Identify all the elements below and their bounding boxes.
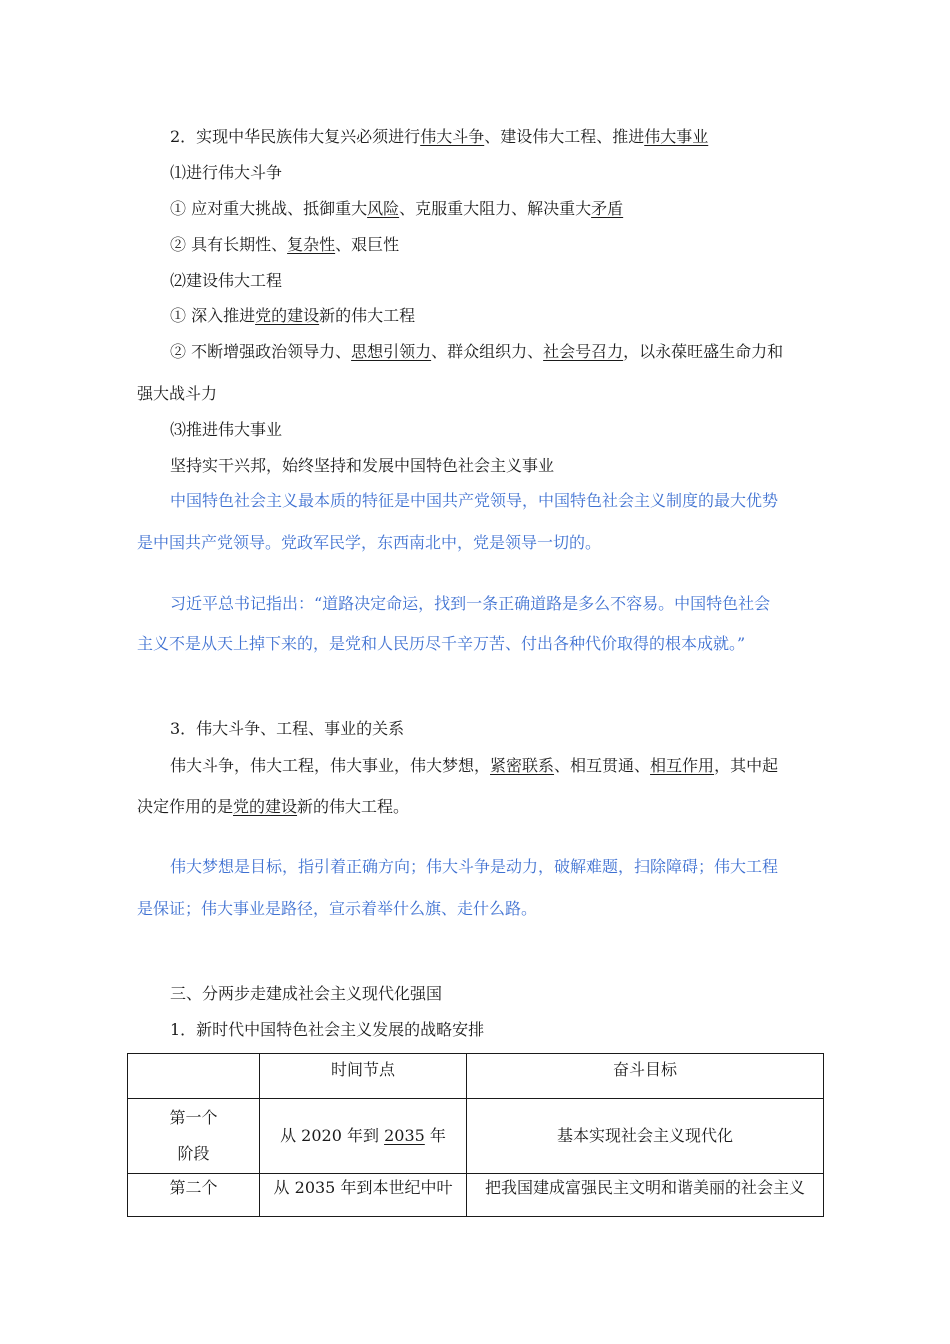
text: 、群众组织力、 [431,342,544,361]
table-row [128,1099,824,1174]
item-struggle-1 [170,199,817,219]
stage-label: 阶段 [177,1144,210,1163]
item-project-2 [170,342,817,362]
underlined-term: 相互作用 [650,756,715,775]
underlined-term: 伟大斗争 [420,127,485,146]
underlined-term: 紧密联系 [490,756,555,775]
underlined-term: 伟大事业 [644,127,709,146]
stage-cell: 第二个 [128,1174,260,1217]
section-3-heading: 3．伟大斗争、工程、事业的关系 [170,719,405,738]
subheading-cause: ⑶推进伟大事业 [170,420,283,439]
text: 伟大斗争，伟大工程，伟大事业，伟大梦想， [170,756,491,775]
table-header-goal: 奋斗目标 [467,1054,824,1099]
note-dream-line-2: 是保证；伟大事业是路径，宣示着举什么旗、走什么路。 [137,899,538,918]
stage-label: 第一个 [169,1108,218,1127]
subheading-struggle: ⑴进行伟大斗争 [170,163,283,182]
item-project-1 [170,306,817,326]
goal-cell: 把我国建成富强民主文明和谐美丽的社会主义 [467,1174,824,1217]
part-3-subheading: 1．新时代中国特色社会主义发展的战略安排 [170,1020,485,1039]
note-party-leadership-line-2: 是中国共产党领导。党政军民学，东西南北中，党是领导一切的。 [137,533,602,552]
underlined-term: 社会号召力 [543,342,624,361]
underlined-term: 复杂性 [287,235,336,254]
item-struggle-2 [170,235,817,255]
part-3-heading: 三、分两步走建成社会主义现代化强国 [170,984,443,1003]
underlined-term: 风险 [367,199,400,218]
underlined-term: 党的建设 [255,306,320,325]
text: 新的伟大工程 [319,306,416,325]
text: ① 深入推进 [170,306,256,325]
relation-paragraph-line-2 [137,797,817,817]
text: ② 具有长期性、 [170,235,288,254]
stage-cell [128,1099,260,1174]
subheading-project: ⑵建设伟大工程 [170,271,283,290]
underlined-term: 矛盾 [591,199,624,218]
goal-cell: 基本实现社会主义现代化 [467,1099,824,1174]
text: 决定作用的是 [137,797,234,816]
table-header-row [128,1054,824,1099]
text: ② 不断增强政治领导力、 [170,342,352,361]
text: 从 2020 年到 [280,1126,385,1145]
text: 、相互贯通、 [554,756,651,775]
item-cause-1: 坚持实干兴邦，始终坚持和发展中国特色社会主义事业 [170,456,555,475]
text: 、艰巨性 [335,235,400,254]
item-project-2-continued: 强大战斗力 [137,384,218,403]
underlined-term: 党的建设 [233,797,298,816]
strategy-table [127,1053,824,1217]
text: ，其中起 [714,756,779,775]
section-2-heading [170,127,817,147]
time-cell: 从 2035 年到本世纪中叶 [260,1174,467,1217]
note-party-leadership-line-1: 中国特色社会主义最本质的特征是中国共产党领导，中国特色社会主义制度的最大优势 [170,491,779,510]
text: 年 [424,1126,446,1145]
text: ，以永葆旺盛生命力和 [623,342,784,361]
note-quote-line-1: 习近平总书记指出：“道路决定命运，找到一条正确道路是多么不容易。中国特色社会 [170,594,771,613]
text: 、克服重大阻力、解决重大 [399,199,592,218]
underlined-term: 思想引领力 [351,342,432,361]
underlined-term: 2035 [384,1126,425,1145]
text: ① 应对重大挑战、抵御重大 [170,199,368,218]
note-quote-line-2: 主义不是从天上掉下来的，是党和人民历尽千辛万苦、付出各种代价取得的根本成就。” [137,634,746,653]
table-header-time: 时间节点 [260,1054,467,1099]
note-dream-line-1: 伟大梦想是目标，指引着正确方向；伟大斗争是动力，破解难题，扫除障碍；伟大工程 [170,857,779,876]
text: 、建设伟大工程、推进 [484,127,645,146]
table-header-empty [128,1054,260,1099]
time-cell [260,1099,467,1174]
text: 2．实现中华民族伟大复兴必须进行 [170,127,421,146]
relation-paragraph-line-1 [170,756,817,776]
text: 新的伟大工程。 [297,797,410,816]
table-row [128,1174,824,1217]
